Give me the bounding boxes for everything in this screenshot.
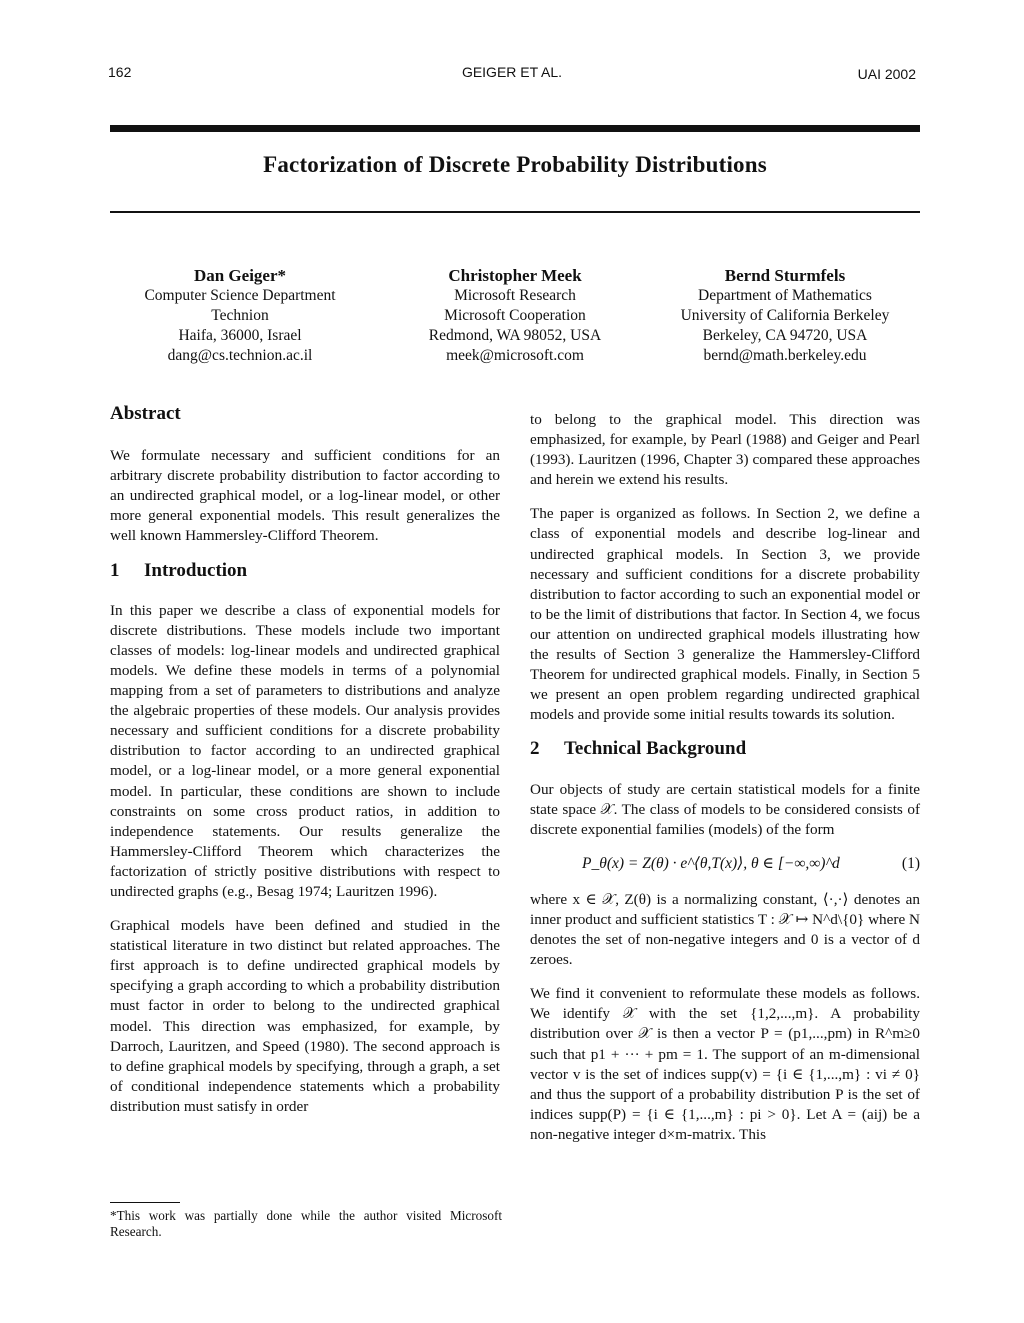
footnote: *This work was partially done while the author visited Microsoft Research.	[110, 1208, 502, 1239]
abstract-text: We formulate necessary and sufficient conditions for an arbitrary discrete probability distribution to factor according to an undirected graphical model, or a log-linear model, or other more general exponential models. This result generalizes the well known Hammersley-Clifford Theorem.	[110, 447, 500, 545]
title-rule-bottom	[110, 211, 920, 213]
author-affiliation: Microsoft Cooperation	[444, 307, 586, 324]
author-email: meek@microsoft.com	[446, 347, 584, 364]
paper-title: Factorization of Discrete Probability Distributions	[263, 152, 767, 177]
running-head	[108, 64, 916, 86]
author-email: dang@cs.technion.ac.il	[167, 347, 313, 364]
author-name: Bernd Sturmfels	[724, 266, 846, 285]
equation-number: (1)	[901, 854, 920, 872]
author-name: Christopher Meek	[448, 266, 582, 285]
footnote-rule	[110, 1202, 180, 1203]
author-affiliation: Microsoft Research	[454, 287, 576, 304]
title-rule-top	[110, 125, 920, 132]
abstract-heading: Abstract	[110, 403, 181, 424]
section-number: 2	[530, 738, 540, 760]
author-affiliation: Department of Mathematics	[698, 287, 872, 304]
equation	[530, 854, 920, 874]
author-affiliation: Computer Science Department	[144, 287, 336, 304]
section-heading	[530, 739, 920, 759]
page-number: 162	[108, 64, 132, 80]
right-column	[530, 410, 920, 1159]
author-3	[650, 266, 920, 366]
author-affiliation: University of California Berkeley	[680, 307, 890, 324]
author-address: Haifa, 36000, Israel	[178, 327, 302, 344]
author-2	[390, 266, 640, 366]
author-address: Redmond, WA 98052, USA	[428, 327, 602, 344]
paragraph: The paper is organized as follows. In Section 2, we define a class of exponential models and describe log-linear and undirected graphical models. In Section 3, we provide necessary and sufficient conditions for a discrete probability distribution to factor according to such an exponential model or to be the limit of distributions that factor. In Section 4, we focus our attention on undirected graphical models illustrating how the results of Section 3 generalize the Hammersley-Clifford Theorem for undirected graphical models. Finally, in Section 5 we present an open problem regarding undirected graphical models and provide some initial results towards its solution.	[530, 505, 920, 724]
author-block	[110, 266, 920, 376]
equation-body: P_θ(x) = Z(θ) · e^⟨θ,T(x)⟩, θ ∈ [−∞,∞)^d	[582, 854, 840, 872]
section-heading	[110, 561, 500, 581]
author-address: Berkeley, CA 94720, USA	[702, 327, 868, 344]
author-name: Dan Geiger*	[193, 266, 287, 285]
left-column	[110, 404, 500, 1131]
section-title: Introduction	[144, 559, 248, 581]
paragraph: In this paper we describe a class of exponential models for discrete distributions. These models include two important classes of models: log-linear models and undirected graphical models. We define these models in terms of a polynomial mapping from a set of parameters to distributions and analyze the algebraic properties of these models. Our analysis provides necessary and sufficient conditions for a discrete probability distribution to factor according to an undirected graphical model, or a log-linear model, or a more general exponential model. In particular, these conditions are shown to include constraints on some cross product ratios, in addition to independence statements. Our results generalize the Hammersley-Clifford Theorem which characterizes the factorization of strictly positive distributions with respect to undirected graphs (e.g., Besag 1974; Lauritzen 1996).	[110, 601, 500, 900]
section-title: Technical Background	[564, 738, 747, 760]
venue: UAI 2002	[857, 66, 916, 82]
paragraph: where x ∈ 𝒳, Z(θ) is a normalizing constant, ⟨·,·⟩ denotes an inner product and sufficient statistics T : 𝒳 ↦ N^d\{0} where N denotes the set of non-negative integers and 0 is a vector of d zeroes.	[530, 890, 920, 969]
running-authors: GEIGER ET AL.	[461, 64, 563, 80]
paragraph: to belong to the graphical model. This direction was emphasized, for example, by Pearl (1988) and Geiger and Pearl (1993). Lauritzen (1996, Chapter 3) compared these approaches and herein we extend his results.	[530, 411, 920, 489]
paragraph: We find it convenient to reformulate these models as follows. We identify 𝒳 with the set {1,2,...,m}. A probability distribution over 𝒳 is then a vector P = (p1,...,pm) in R^m≥0 such that p1 + ··· + pm = 1. The support of an m-dimensional vector v is the set of indices supp(v) = {i ∈ {1,...,m} : vi ≠ 0} and thus the support of a probability distribution P is the set of indices supp(P) = {i ∈ {1,...,m} : pi > 0}. Let A = (aij) be a non-negative integer d×m-matrix. This	[530, 985, 920, 1143]
author-email: bernd@math.berkeley.edu	[703, 347, 867, 364]
author-1	[110, 266, 370, 366]
author-affiliation: Technion	[211, 307, 269, 324]
paragraph: Our objects of study are certain statistical models for a finite state space 𝒳. The class of models to be considered consists of discrete exponential families (models) of the form	[530, 780, 920, 838]
section-number: 1	[110, 559, 120, 581]
paragraph: Graphical models have been defined and studied in the statistical literature in two distinct but related approaches. The first approach is to define undirected graphical models by specifying a graph according to which a probability distribution must factor in order to belong to the undirected graphical model. This direction was emphasized, for example, by Darroch, Lauritzen, and Speed (1980). The second approach is to define graphical models by specifying, through a graph, a set of conditional independence statements which a probability distribution must satisfy in order	[110, 917, 500, 1115]
